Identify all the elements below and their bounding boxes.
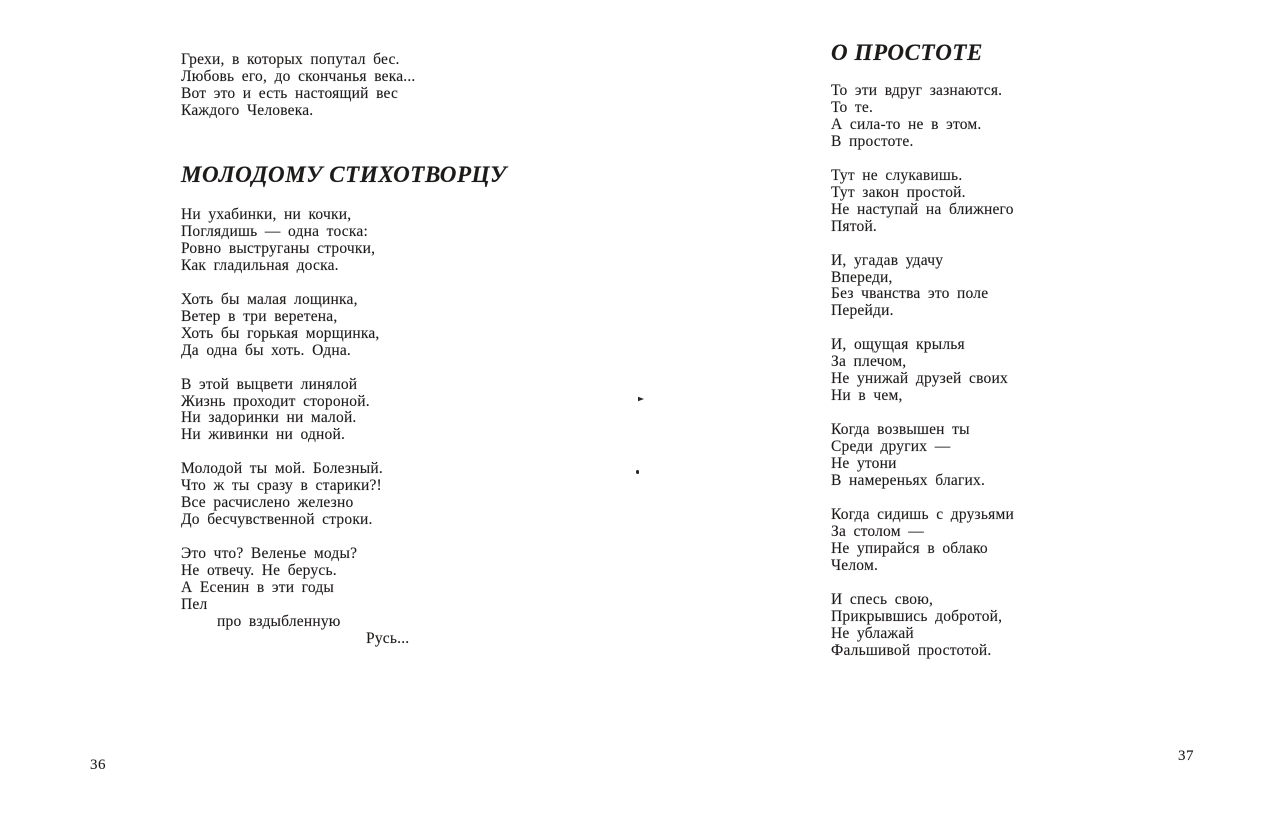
stanza [831,507,1014,575]
poem-line: Не отвечу. Не берусь. [181,562,337,580]
poem-line: Молодой ты мой. Болезный. [181,460,383,478]
stanza [831,253,1014,321]
poem-line: А Есенин в эти годы [181,579,335,597]
intro-stanza-continuation [181,52,416,120]
poem-line: Каждого Человека. [181,101,314,119]
poem-line: Все расчислено железно [181,494,354,512]
poem-line: Ветер в три веретена, [181,307,338,325]
poem-line: Что ж ты сразу в старики?! [181,477,382,495]
poem-line: Среди других — [831,438,951,456]
poem-body-right [831,83,1014,660]
poem-line: Поглядишь — одна тоска: [181,222,368,240]
poem-title-right: О ПРОСТОТЕ [831,40,983,65]
poem-line: Не ублажай [831,624,914,642]
poem-line: Русь... [366,629,410,647]
poem-line: Прикрывшись добротой, [831,607,1003,625]
poem-title-left: МОЛОДОМУ СТИХОТВОРЦУ [181,162,507,187]
poem-line: Пятой. [831,217,878,235]
poem-line: Вот это и есть настоящий вес [181,84,399,102]
poem-line: В намереньях благих. [831,471,986,489]
stanza [181,546,409,647]
poem-line: Когда сидишь с друзьями [831,506,1014,524]
poem-line: про вздыбленную [217,612,341,630]
poem-line: То эти вдруг зазнаются. [831,82,1003,99]
poem-line: То те. [831,98,874,116]
ink-speck [638,396,644,402]
poem-line: Без чванства это поле [831,285,989,303]
poem-line: Ни в чем, [831,387,903,405]
stanza [831,83,1014,151]
poem-line: Фальшивой простотой. [831,641,992,659]
poem-line: Да одна бы хоть. Одна. [181,341,352,359]
poem-line: И, угадав удачу [831,251,944,269]
poem-line: Ни задоринки ни малой. [181,409,357,427]
poem-line: За плечом, [831,353,907,371]
poem-body-left [181,207,409,648]
stanza [831,592,1014,660]
poem-line: Тут закон простой. [831,183,966,201]
poem-line: Перейди. [831,302,894,320]
stanza [181,207,409,275]
page-number-right: 37 [1178,748,1194,764]
poem-line: Это что? Веленье моды? [181,545,358,563]
poem-line: В простоте. [831,132,914,150]
poem-line: До бесчувственной строки. [181,511,373,529]
poem-line: Тут не слукавишь. [831,166,963,184]
poem-line: Грехи, в которых попутал бес. [181,51,400,68]
poem-line: Любовь его, до скончанья века... [181,67,416,85]
stanza [831,168,1014,236]
stanza [831,422,1014,490]
poem-line: В этой выцвети линялой [181,375,358,393]
poem-line: Как гладильная доска. [181,256,339,274]
stanza [181,292,409,360]
page-number-left: 36 [90,757,106,773]
poem-line: А сила-то не в этом. [831,115,982,133]
poem-line: Ровно выструганы строчки, [181,239,376,257]
poem-line: Не наступай на ближнего [831,200,1014,218]
stanza [831,337,1014,405]
poem-line: Впереди, [831,268,893,286]
poem-line: Жизнь проходит стороной. [181,392,370,410]
poem-line: И спесь свою, [831,590,934,608]
poem-line: За столом — [831,522,924,540]
poem-line: Хоть бы малая лощинка, [181,290,358,308]
poem-line: Хоть бы горькая морщинка, [181,324,380,342]
poem-line: Пел [181,595,208,613]
poem-line: Ни ухабинки, ни кочки, [181,206,352,223]
poem-line: Когда возвышен ты [831,421,970,439]
poem-line: Не утони [831,455,897,473]
poem-line: И, ощущая крылья [831,336,965,354]
stanza [181,461,409,529]
stanza [181,377,409,445]
poem-line: Не унижай друзей своих [831,370,1008,388]
poem-line: Челом. [831,556,879,574]
ink-speck [636,470,639,474]
poem-line: Не упирайся в облако [831,539,988,557]
poem-line: Ни живинки ни одной. [181,426,346,444]
